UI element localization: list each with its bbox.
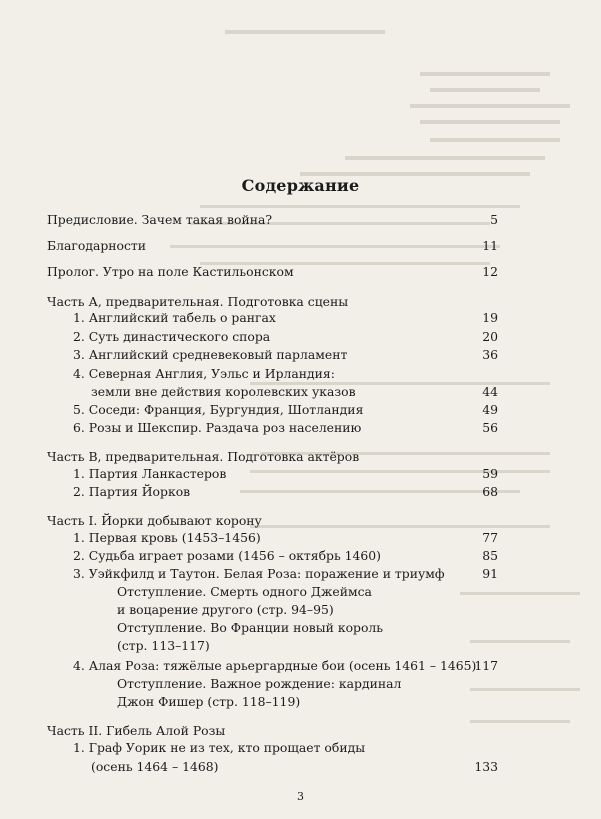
toc-entry-title: 1. Первая кровь (1453–1456): [73, 530, 261, 545]
toc-entry-title: земли вне действия королевских указов: [91, 384, 356, 399]
toc-entry-page: 56: [482, 420, 498, 435]
toc-entry-title: 2. Суть династического спора: [73, 329, 271, 344]
toc-entry-page: 133: [474, 759, 498, 774]
toc-entry-title: 2. Судьба играет розами (1456 – октябрь 1460): [73, 548, 382, 563]
toc-entry-title: Отступление. Смерть одного Джеймса: [117, 584, 372, 599]
toc-entry-title: Благодарности: [47, 238, 147, 253]
toc-entry-title: 6. Розы и Шекспир. Раздача роз населению: [73, 420, 362, 435]
toc-entry-page: 12: [482, 264, 498, 279]
toc-entry-title: 1. Партия Ланкастеров: [73, 466, 227, 481]
toc-entry-title: Отступление. Важное рождение: кардинал: [117, 676, 402, 691]
toc-entry-title: и воцарение другого (стр. 94–95): [117, 602, 334, 617]
toc-entry-title: 5. Соседи: Франция, Бургундия, Шотландия: [73, 402, 364, 417]
toc-entry-page: 11: [482, 238, 498, 253]
toc-entry-title: Джон Фишер (стр. 118–119): [117, 694, 301, 709]
toc-entry-title: 3. Уэйкфилд и Таутон. Белая Роза: поражение и триумф: [73, 566, 445, 581]
toc-entry-title: Часть I. Йорки добывают корону: [47, 513, 262, 528]
toc-entry-title: Отступление. Во Франции новый король: [117, 620, 384, 635]
toc-entry-page: 20: [482, 329, 498, 344]
toc-entry-title: 4. Северная Англия, Уэльс и Ирландия:: [73, 366, 335, 381]
toc-entry-page: 36: [482, 347, 498, 362]
page-number: 3: [297, 790, 304, 803]
toc-entry-title: Пролог. Утро на поле Кастильонском: [47, 264, 294, 279]
toc-entry-title: Предисловие. Зачем такая война?: [47, 212, 272, 227]
toc-entry-page: 91: [482, 566, 498, 581]
toc-entry-page: 77: [482, 530, 498, 545]
toc-entry-title: 4. Алая Роза: тяжёлые арьергардные бои (осень 1461 – 1465): [73, 658, 477, 673]
toc-entry-title: (стр. 113–117): [117, 638, 210, 653]
toc-entry-page: 49: [482, 402, 498, 417]
page-title: Содержание: [241, 176, 360, 195]
toc-entry-title: (осень 1464 – 1468): [91, 759, 219, 774]
toc-entry-title: 1. Английский табель о рангах: [73, 310, 276, 325]
toc-entry-page: 117: [474, 658, 498, 673]
toc-entry-page: 85: [482, 548, 498, 563]
toc-entry-title: 1. Граф Уорик не из тех, кто прощает обиды: [73, 740, 366, 755]
toc-entry-page: 59: [482, 466, 498, 481]
toc-entry-page: 68: [482, 484, 498, 499]
toc-entry-title: 3. Английский средневековый парламент: [73, 347, 348, 362]
toc-entry-title: 2. Партия Йорков: [73, 484, 191, 499]
toc-entry-page: 19: [482, 310, 498, 325]
toc-entry-page: 5: [490, 212, 498, 227]
toc-entry-title: Часть А, предварительная. Подготовка сцены: [47, 294, 349, 309]
toc-entry-title: Часть II. Гибель Алой Розы: [47, 723, 226, 738]
toc-entry-title: Часть В, предварительная. Подготовка актёров: [47, 449, 360, 464]
toc-entry-page: 44: [482, 384, 498, 399]
